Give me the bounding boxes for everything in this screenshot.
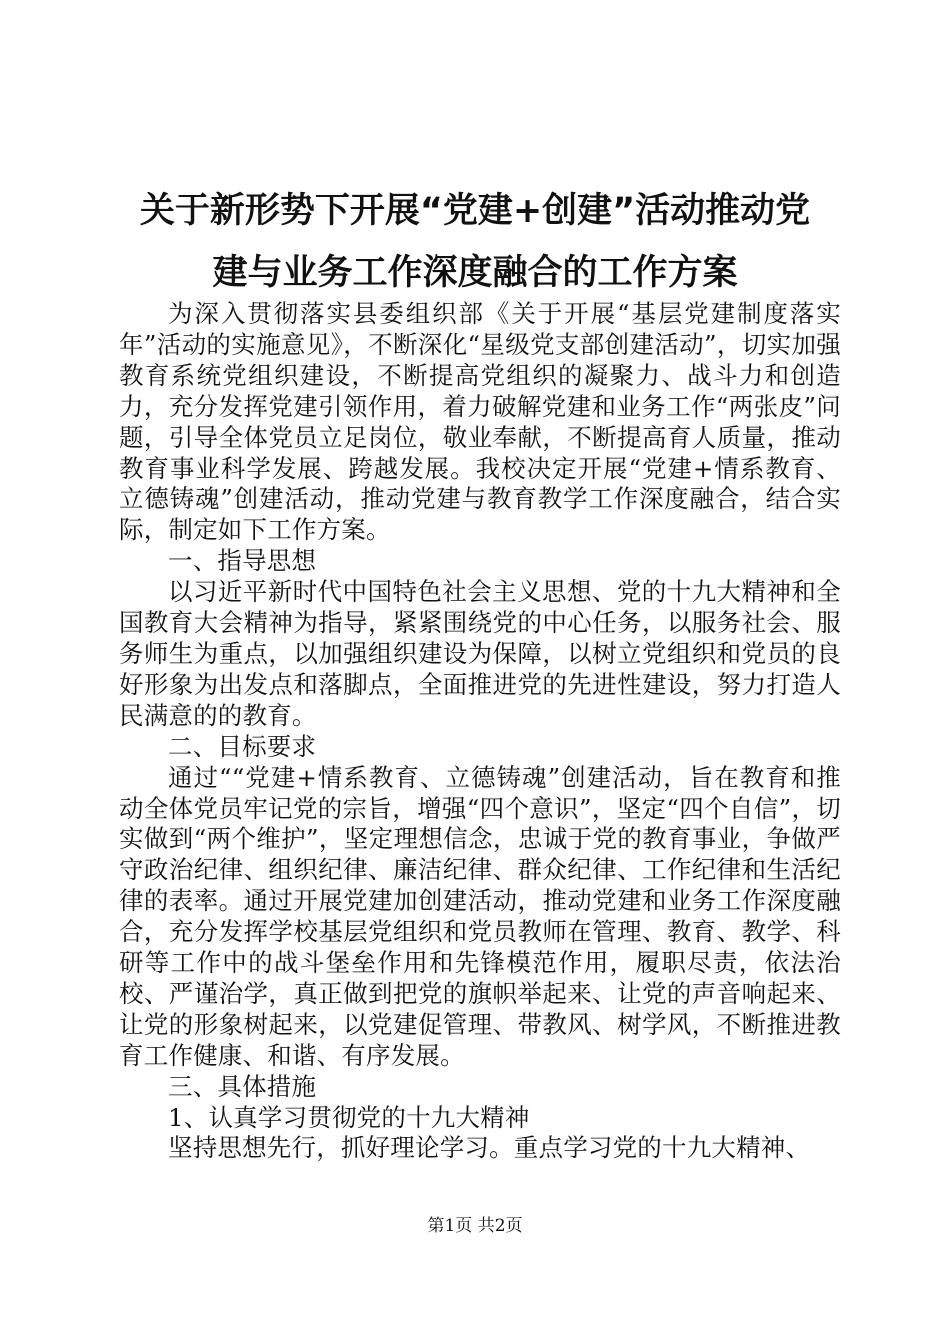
document-body [119,299,841,1164]
section-heading-guiding-thought: 一、指导思想 [168,546,317,576]
intro-paragraph: 为深入贯彻落实县委组织部《关于开展“基层党建制度落实年”活动的实施意见》，不断深化“星级党支部创建活动”，切实加强教育系统党组织建设，不断提高党组织的凝聚力、战斗力和创造力，充分发挥党建引领作用，着力破解党建和业务工作“两张皮”问题，引导全体党员立足岗位，敬业奉献，不断提高育人质量，推动教育事业科学发展、跨越发展。我校决定开展“党建+情系教育、立德铸魂”创建活动，推动党建与教育教学工作深度融合，结合实际，制定如下工作方案。 [119,299,841,545]
study-paragraph: 坚持思想先行，抓好理论学习。重点学习党的十九大精神、 [168,1133,811,1163]
document-title-line-1: 关于新形势下开展“党建+创建”活动推动党 [139,191,811,231]
document-title-line-2: 建与业务工作深度融合的工作方案 [212,253,738,293]
section-heading-measures: 三、具体措施 [168,1071,317,1101]
page-footer: 第1页 共2页 [427,1216,523,1236]
goals-paragraph: 通过““党建+情系教育、立德铸魂”创建活动，旨在教育和推动全体党员牢记党的宗旨，增强“四个意识”，坚定“四个自信”，切实做到“两个维护”，坚定理想信念，忠诚于党的教育事业，争做严守政治纪律、组织纪律、廉洁纪律、群众纪律、工作纪律和生活纪律的表率。通过开展党建加创建活动，推动党建和业务工作深度融合，充分发挥学校基层党组织和党员教师在管理、教育、教学、科研等工作中的战斗堡垒作用和先锋模范作用，履职尽责，依法治校、严谨治学，真正做到把党的旗帜举起来、让党的声音响起来、让党的形象树起来，以党建促管理、带教风、树学风，不断推进教育工作健康、和谐、有序发展。 [119,762,841,1070]
guiding-thought-paragraph: 以习近平新时代中国特色社会主义思想、党的十九大精神和全国教育大会精神为指导，紧紧围绕党的中心任务，以服务社会、服务师生为重点，以加强组织建设为保障，以树立党组织和党员的良好形象为出发点和落脚点，全面推进党的先进性建设，努力打造人民满意的的教育。 [119,577,841,730]
section-heading-goals: 二、目标要求 [168,731,317,761]
subsection-heading-study: 1、认真学习贯彻党的十九大精神 [168,1102,530,1132]
